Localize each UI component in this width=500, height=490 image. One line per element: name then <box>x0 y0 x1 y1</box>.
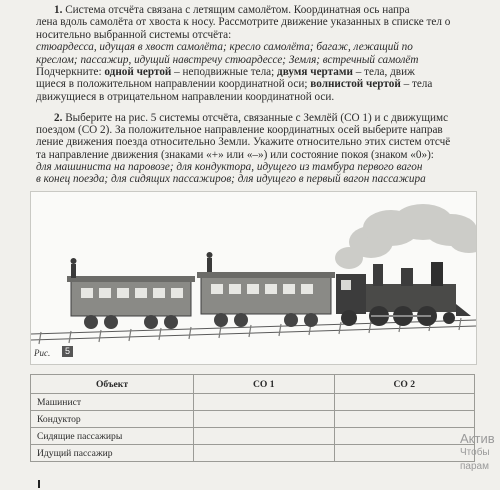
answer-cell-co2[interactable] <box>334 394 475 411</box>
table-row <box>31 411 475 428</box>
smoke-cloud <box>335 204 476 269</box>
answer-cell-co1[interactable] <box>194 428 335 445</box>
task-1-list-line-1: стюардесса, идущая в хвост самолёта; кресло самолёта; багаж, лежащий по <box>36 41 413 54</box>
answer-cell-co1[interactable] <box>194 411 335 428</box>
answer-cell-co2[interactable] <box>334 445 475 462</box>
header-co1: СО 1 <box>194 375 335 394</box>
answer-cell-co2[interactable] <box>334 411 475 428</box>
task-1-list-line-2: креслом; пассажир, идущий навстречу стюардессе; Земля; встречный самолёт <box>36 53 419 66</box>
task-2 <box>36 112 500 185</box>
watermark-line-1: Актив <box>460 431 495 446</box>
task-1-instruction-line-2: щиеся в положительном направлении координатной оси; волнистой чертой – тела <box>36 78 433 91</box>
windows-activation-watermark <box>460 432 495 474</box>
figure-number-badge: 5 <box>62 346 73 357</box>
table-row <box>31 428 475 445</box>
header-object: Объект <box>31 375 194 394</box>
passenger-wagon-front <box>197 252 335 327</box>
task-1-line-2: лена вдоль самолёта от хвоста к носу. Рассмотрите движение указанных в списке тел о <box>36 16 451 29</box>
header-co2: СО 2 <box>334 375 475 394</box>
train-drawing <box>31 192 476 364</box>
answer-table <box>30 374 475 462</box>
task-2-line-1: 2. Выберите на рис. 5 системы отсчёта, связанные с Землёй (СО 1) и с движущимс <box>54 112 449 124</box>
row-label: Машинист <box>31 394 194 411</box>
answer-cell-co1[interactable] <box>194 394 335 411</box>
row-label: Сидящие пассажиры <box>31 428 194 445</box>
task-2-line-5: для машиниста на паровозе; для кондуктора, идущего из тамбура первого вагон <box>36 160 423 173</box>
answer-cell-co2[interactable] <box>334 428 475 445</box>
answer-cell-co1[interactable] <box>194 445 335 462</box>
task-1 <box>36 4 500 103</box>
steam-locomotive <box>336 262 471 326</box>
task-1-line-1: 1. Система отсчёта связана с летящим самолётом. Координатная ось напра <box>54 4 410 16</box>
task-2-line-2: поездом (СО 2). За положительное направление координатных осей выберите направ <box>36 124 443 137</box>
table-row <box>31 394 475 411</box>
task-1-line-3: носительно выбранной системы отсчёта: <box>36 28 232 41</box>
task-2-line-3: ление движения поезда относительно Земли. Укажите относительно этих систем отсчё <box>36 136 451 149</box>
watermark-line-2: Чтобы <box>460 447 490 458</box>
passenger-wagon-rear <box>67 258 195 329</box>
row-label: Кондуктор <box>31 411 194 428</box>
row-label: Идущий пассажир <box>31 445 194 462</box>
table-header-row <box>31 375 475 394</box>
task-1-instruction-line-3: движущиеся в отрицательном направлении координатной оси. <box>36 90 335 103</box>
watermark-line-3: парам <box>460 461 489 472</box>
figure-caption: Рис. <box>34 348 51 358</box>
task-2-line-6: в конец поезда; для сидящих пассажиров; для идущего в первый вагон пассажира <box>36 173 426 186</box>
text-cursor <box>38 480 40 488</box>
train-illustration <box>30 191 477 365</box>
task-2-line-4: та направление движения (знаками «+» или «–») или состояние покоя (знаком «0»): <box>36 148 434 161</box>
table-row <box>31 445 475 462</box>
task-1-instruction-line-1: Подчеркните: одной чертой – неподвижные тела; двумя чертами – тела, движ <box>36 66 415 79</box>
